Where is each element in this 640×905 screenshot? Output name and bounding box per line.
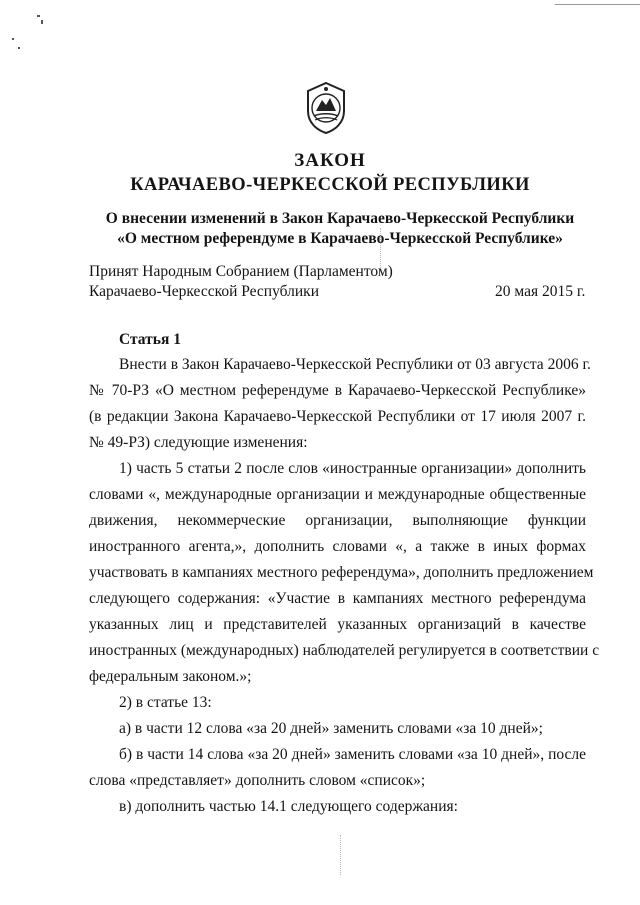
- law-title: ЗАКОН: [294, 150, 366, 171]
- body-line: в) дополнить частью 14.1 следующего содержания:: [119, 798, 458, 815]
- adoption-line: Принят Народным Собранием (Парламентом): [89, 263, 393, 280]
- coat-of-arms-emblem: [304, 81, 348, 135]
- body-line: иностранного агента,», дополнить словами «, а также в иных формах: [89, 538, 586, 555]
- body-line: слова «представляет» дополнить словом «список»;: [89, 772, 426, 789]
- body-line: (в редакции Закона Карачаево-Черкесской Республики от 17 июля 2007 г.: [89, 408, 586, 425]
- scan-artifact-line: [340, 835, 341, 875]
- body-line: движения, некоммерческие организации, выполняющие функции: [89, 512, 586, 529]
- law-subtitle: О внесении изменений в Закон Карачаево-Черкесской Республики: [105, 210, 575, 227]
- body-line: 1) часть 5 статьи 2 после слов «иностранные организации» дополнить: [119, 460, 586, 477]
- body-line: Внести в Закон Карачаево-Черкесской Республики от 03 августа 2006 г.: [119, 356, 591, 373]
- body-line: указанных лиц и представителей указанных организаций в качестве: [89, 616, 586, 633]
- body-line: участвовать в кампаниях местного референдума», дополнить предложением: [89, 564, 594, 581]
- body-line: № 70-РЗ «О местном референдуме в Карачаево-Черкесской Республике»: [89, 382, 586, 399]
- body-line: федеральным законом.»;: [89, 668, 252, 685]
- adoption-line: Карачаево-Черкесской Республики: [89, 283, 319, 300]
- law-subtitle-continued: «О местном референдуме в Карачаево-Черкесской Республике»: [117, 230, 563, 247]
- body-line: б) в части 14 слова «за 20 дней» заменить словами «за 10 дней», после: [119, 746, 586, 763]
- body-line: словами «, международные организации и международные общественные: [89, 486, 586, 503]
- adoption-date: 20 мая 2015 г.: [495, 283, 586, 300]
- scan-mark: [37, 15, 40, 17]
- law-title-republic: КАРАЧАЕВО-ЧЕРКЕССКОЙ РЕСПУБЛИКИ: [130, 175, 530, 195]
- body-line: а) в части 12 слова «за 20 дней» заменить словами «за 10 дней»;: [119, 720, 543, 737]
- scan-mark: [41, 20, 43, 24]
- body-line: следующего содержания: «Участие в кампаниях местного референдума: [89, 590, 586, 607]
- scan-mark: [12, 38, 14, 40]
- scan-mark: [555, 4, 640, 5]
- article-heading: Статья 1: [119, 331, 181, 348]
- scan-mark: [18, 47, 20, 49]
- body-line: 2) в статье 13:: [119, 694, 212, 711]
- body-line: № 49-РЗ) следующие изменения:: [89, 434, 308, 451]
- body-line: иностранных (международных) наблюдателей регулируется в соответствии с: [89, 642, 600, 659]
